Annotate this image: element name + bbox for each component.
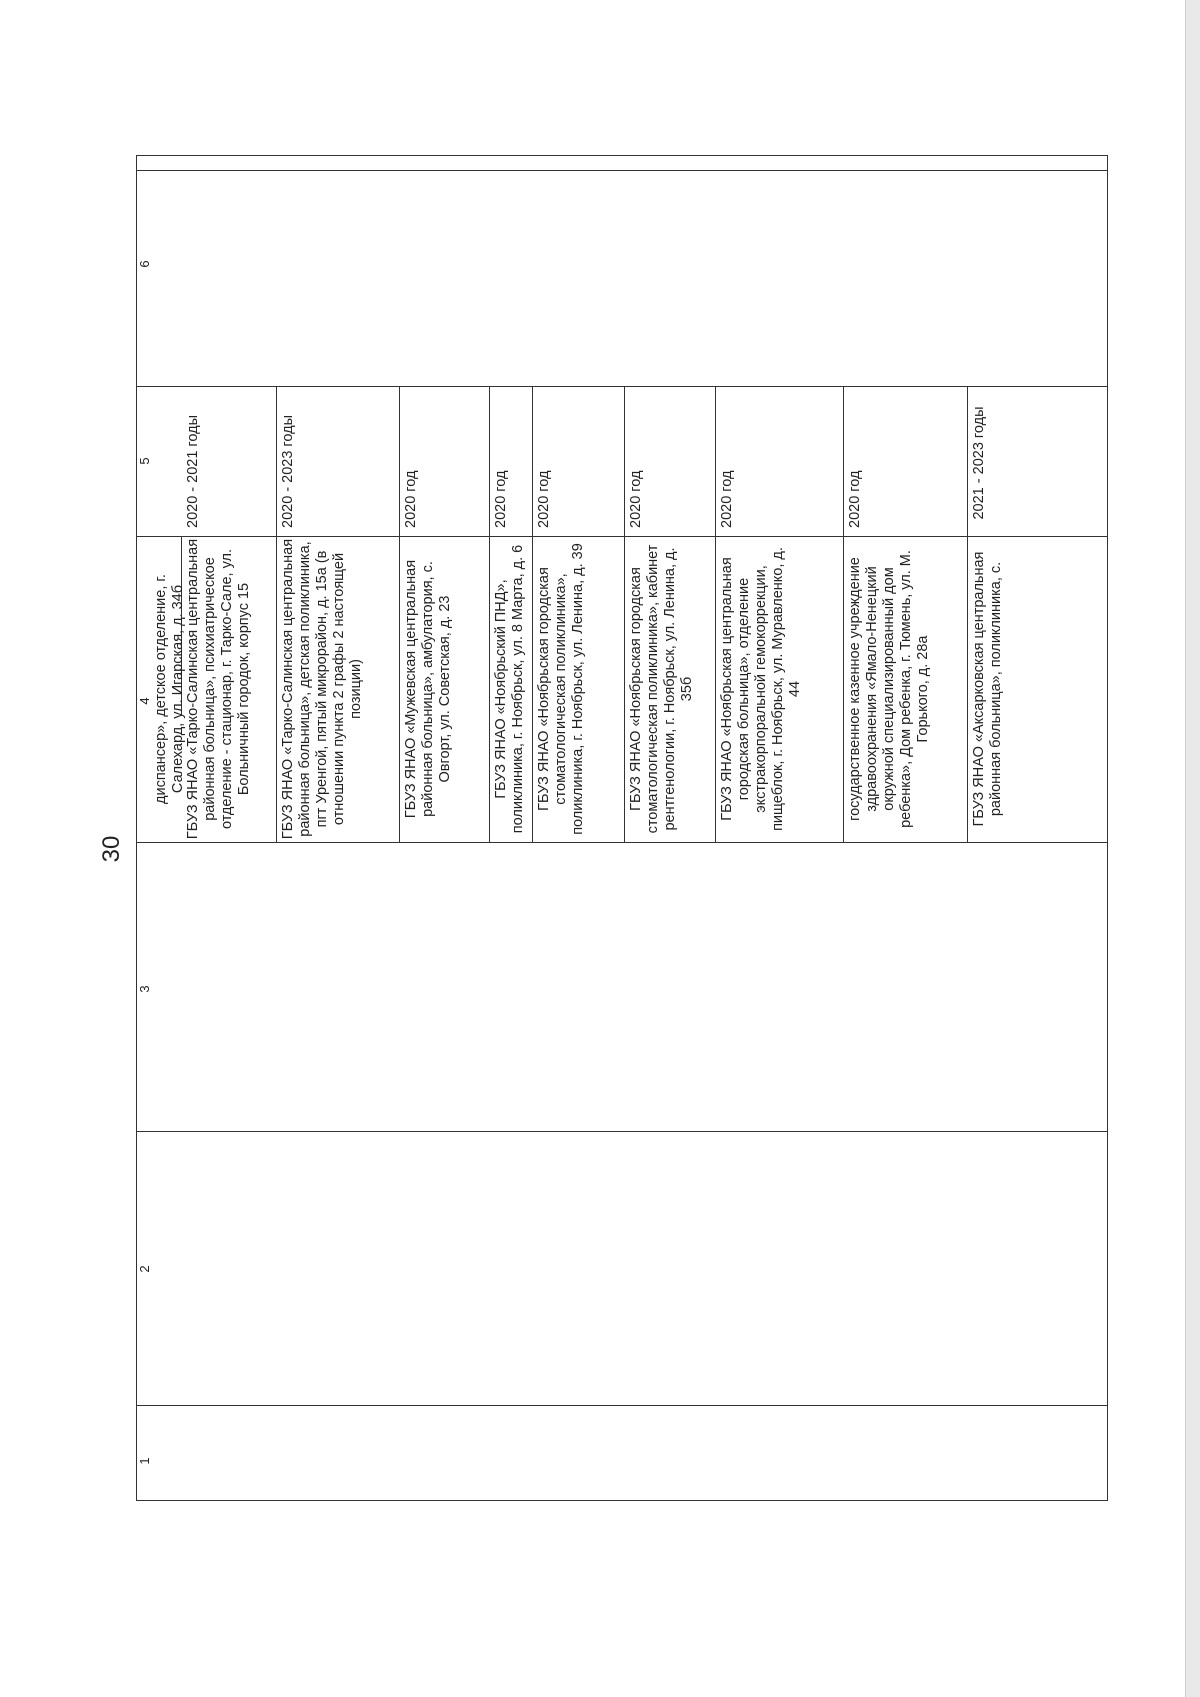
row-divider <box>715 386 716 842</box>
row-divider <box>399 386 400 842</box>
table-cell-org: государственное казенное учреждение здравоохранения «Ямало-Ненецкий окружной специализированный дом ребенка», Дом ребенка, г. Тюмень, ул. М. Горького, д. 28а <box>847 550 931 828</box>
header-row-divider <box>137 170 1107 171</box>
row-divider <box>843 386 844 842</box>
table-cell-org: ГБУЗ ЯНАО «Тарко-Салинская центральная районная больница», детская поликлиника, пгт Уренгой, пятый микрорайон, д. 15а (в отношении пункта 2 графы 2 настоящей позиции) <box>280 538 364 840</box>
table-cell-period: 2020 - 2023 годы <box>280 414 296 528</box>
column-divider-3-4 <box>137 842 1107 843</box>
table-cell-org: диспансер», детское отделение, г. Салехард, ул. Игарская, д. 34б <box>153 574 186 804</box>
table-cell-org: ГБУЗ ЯНАО «Ноябрьская городская стоматологическая поликлиника», поликлиника, г. Ноябрьск, ул. Ленина, д. 39 <box>536 543 586 835</box>
column-header-2: 2 <box>137 1265 152 1273</box>
column-header-1: 1 <box>137 1457 152 1465</box>
page-number: 30 <box>98 835 125 863</box>
column-header-5: 5 <box>137 457 152 465</box>
table-cell-period: 2020 год <box>536 470 552 528</box>
column-header-3: 3 <box>137 985 152 993</box>
column-divider-2-3 <box>137 1131 1107 1132</box>
column-divider-4-5 <box>137 536 1107 537</box>
row-divider <box>532 386 533 842</box>
table-cell-period: 2021 - 2023 годы <box>971 406 987 520</box>
row-divider <box>276 386 277 842</box>
column-divider-5-6 <box>137 386 1107 387</box>
table-cell-period: 2020 год <box>628 470 644 528</box>
table-cell-org: ГБУЗ ЯНАО «Ноябрьская городская стоматологическая поликлиника», кабинет рентгенологии, г. Ноябрьск, ул. Ленина, д. 35б <box>628 544 695 834</box>
column-header-4: 4 <box>137 697 152 705</box>
table-cell-period: 2020 год <box>403 470 419 528</box>
table-cell-org: ГБУЗ ЯНАО «Тарко-Салинская центральная районная больница», психиатрическое отделение - стационар, г. Тарко-Сале, ул. Больничный городок, корпус 15 <box>185 538 252 840</box>
column-divider-1-2 <box>137 1405 1107 1406</box>
row-divider <box>624 386 625 842</box>
column-header-6: 6 <box>137 260 152 268</box>
table-cell-period: 2020 - 2021 годы <box>185 414 201 528</box>
table-cell-org: ГБУЗ ЯНАО «Ноябрьский ПНД», поликлиника, г. Ноябрьск, ул. 8 Марта, д. 6 <box>493 544 526 834</box>
rotated-table <box>136 155 1108 1501</box>
row-divider <box>967 386 968 842</box>
table-cell-org: ГБУЗ ЯНАО «Аксарковская центральная районная больница», поликлиника, с. <box>971 551 1004 827</box>
table-cell-period: 2020 год <box>847 470 863 528</box>
table-cell-org: ГБУЗ ЯНАО «Ноябрьская центральная городская больница», отделение экстракорпоральной гемокоррекции, пищеблок, г. Ноябрьск, ул. Муравленко, д. 44 <box>719 547 803 831</box>
row-divider <box>489 386 490 842</box>
table-cell-period: 2020 год <box>493 470 509 528</box>
page-edge <box>1185 0 1200 1697</box>
table-cell-org: ГБУЗ ЯНАО «Мужевская центральная районная больница», амбулатория, с. Овгорт, ул. Советская, д. 23 <box>403 559 453 819</box>
table-cell-period: 2020 год <box>719 470 735 528</box>
